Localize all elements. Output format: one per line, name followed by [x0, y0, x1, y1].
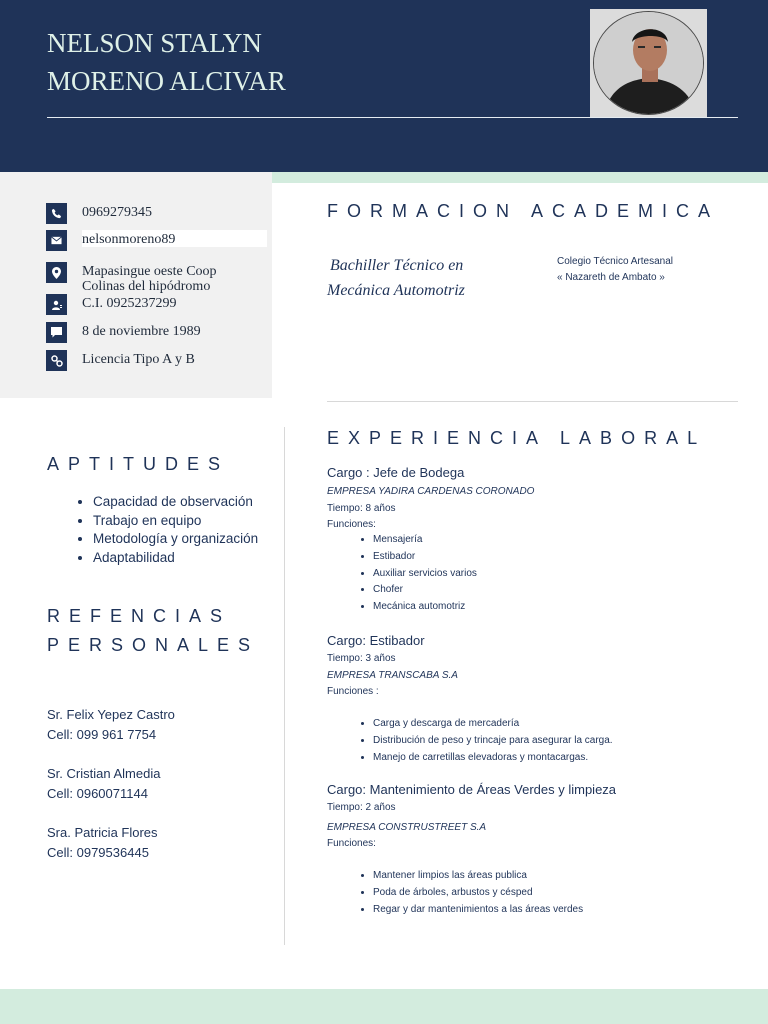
duty-item: • Mantener limpios las áreas publica [373, 868, 583, 885]
header-band [0, 0, 768, 172]
duty-item: • Regar y dar mantenimientos a las áreas verdes [373, 902, 583, 919]
duty-item: • Carga y descarga de mercadería [373, 715, 613, 732]
accent-band-bottom [0, 989, 768, 1024]
job-company: EMPRESA YADIRA CARDENAS CORONADO [327, 486, 535, 497]
school-line-1: Colegio Técnico Artesanal [557, 256, 673, 267]
education-heading: FORMACION ACADEMICA [327, 201, 720, 221]
duty-item: • Manejo de carretillas elevadoras y montacargas. [373, 749, 613, 766]
job-meta [327, 651, 458, 701]
reference-name: Sra. Patricia Flores [47, 825, 158, 840]
duty-item: • Chofer [373, 582, 477, 599]
degree-line-2: Mecánica Automotriz [327, 282, 465, 299]
job-title: Cargo: Mantenimiento de Áreas Verdes y limpieza [327, 782, 617, 797]
references-list [47, 705, 175, 882]
job-title: Cargo : Jefe de Bodega [327, 465, 465, 480]
reference-cell: Cell: 099 961 7754 [47, 727, 157, 742]
job-duties [337, 715, 613, 766]
birthdate-text: 8 de noviembre 1989 [82, 324, 201, 339]
name-line-2: MORENO ALCIVAR [47, 66, 286, 96]
job-time: Tiempo: 3 años [327, 653, 396, 664]
accent-strip-top [272, 172, 768, 183]
skill-item: • Trabajo en equipo [93, 512, 258, 531]
skills-heading: APTITUDES [47, 454, 230, 474]
references-heading [47, 602, 259, 660]
id-card-icon [46, 294, 67, 315]
address-text [82, 262, 217, 294]
job-meta [327, 800, 486, 853]
job-functions-label: Funciones: [327, 519, 376, 530]
duty-item: • Distribución de peso y trincaje para asegurar la carga. [373, 732, 613, 749]
id-number: C.I. 0925237299 [82, 296, 177, 311]
column-divider [284, 427, 285, 945]
job-company: EMPRESA CONSTRUSTREET S.A [327, 821, 487, 833]
name-line-1: NELSON STALYN [47, 28, 262, 58]
address-line-2: Colinas del hipódromo [82, 279, 211, 294]
contact-license [46, 350, 195, 371]
job-title: Cargo: Estibador [327, 633, 425, 648]
duty-item: • Mensajería [373, 532, 477, 549]
job-functions-label: Funciones : [327, 686, 379, 697]
contact-phone [46, 203, 152, 224]
contact-address [46, 262, 217, 294]
speech-bubble-icon [46, 322, 67, 343]
reference-item [47, 705, 175, 745]
skill-item: • Adaptabilidad [93, 549, 258, 568]
location-pin-icon [46, 262, 67, 283]
degree-line-1: Bachiller Técnico en [330, 257, 464, 274]
contact-id [46, 294, 177, 315]
address-line-1: Mapasingue oeste Coop [82, 264, 217, 279]
reference-cell: Cell: 0979536445 [47, 845, 149, 860]
references-heading-line-2: PERSONALES [47, 635, 260, 655]
header-divider [47, 117, 738, 118]
experience-heading: EXPERIENCIA LABORAL [327, 428, 707, 448]
job-duties [337, 868, 583, 918]
job-meta [327, 484, 534, 534]
reference-item [47, 823, 175, 863]
job-company: EMPRESA TRANSCABA S.A [327, 669, 458, 681]
email-icon [46, 230, 67, 251]
job-time: Tiempo: 2 años [327, 802, 396, 813]
job-functions-label: Funciones: [327, 838, 376, 849]
duty-item: • Poda de árboles, arbustos y césped [373, 885, 583, 902]
duty-item: • Mecánica automotriz [373, 599, 477, 616]
reference-name: Sr. Felix Yepez Castro [47, 707, 175, 722]
skill-item: • Capacidad de observación [93, 493, 258, 512]
skills-list [57, 493, 258, 567]
person-name [47, 24, 286, 100]
contact-birthdate [46, 322, 201, 343]
link-icon [46, 350, 67, 371]
section-divider [327, 401, 738, 402]
degree [327, 253, 465, 303]
school-line-2: « Nazareth de Ambato » [557, 272, 665, 283]
job-duties [337, 532, 477, 616]
phone-icon [46, 203, 67, 224]
reference-item [47, 764, 175, 804]
reference-cell: Cell: 0960071144 [47, 786, 148, 801]
email-address: nelsonmoreno89 [82, 230, 267, 247]
duty-item: • Estibador [373, 549, 477, 566]
job-time: Tiempo: 8 años [327, 502, 396, 514]
license-text: Licencia Tipo A y B [82, 352, 195, 367]
person-portrait-image [594, 12, 704, 115]
reference-name: Sr. Cristian Almedia [47, 766, 161, 781]
profile-photo-circle [593, 11, 704, 115]
references-heading-line-1: REFENCIAS [47, 606, 232, 626]
skill-item: • Metodología y organización [93, 530, 258, 549]
school [557, 254, 673, 286]
contact-email [46, 230, 267, 251]
phone-number: 0969279345 [82, 205, 152, 220]
profile-photo [590, 9, 707, 117]
duty-item: • Auxiliar servicios varios [373, 566, 477, 583]
